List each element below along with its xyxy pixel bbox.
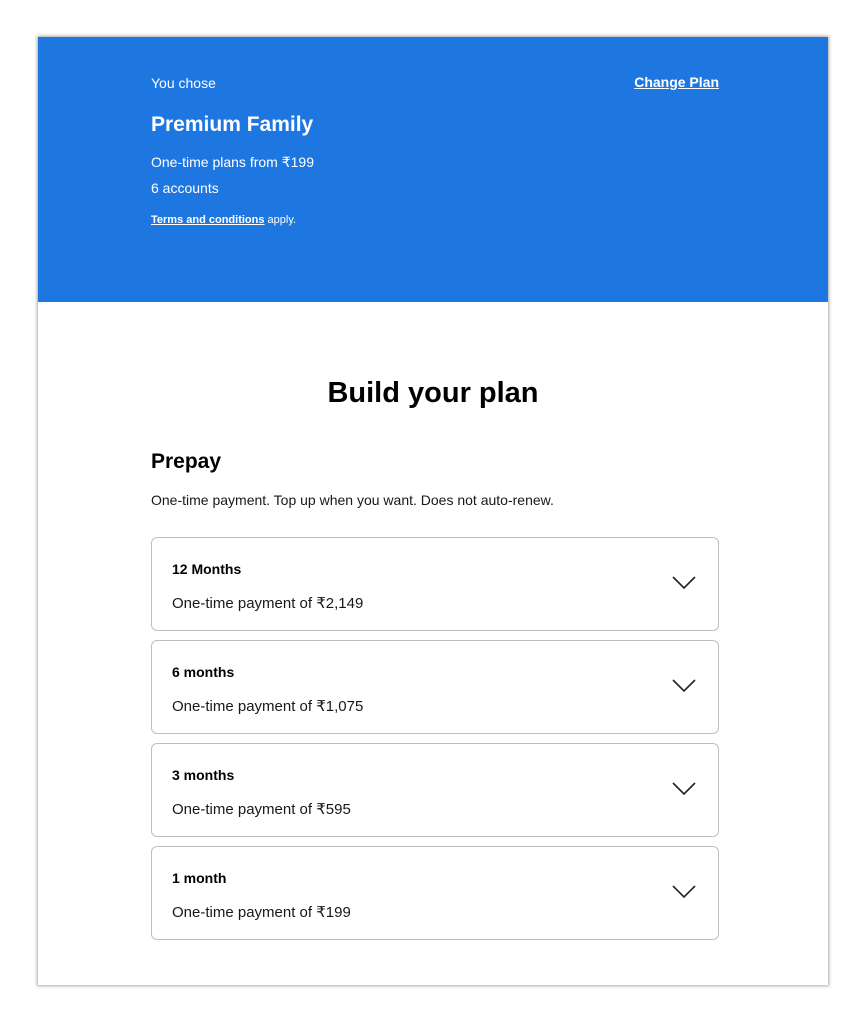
option-duration: 1 month [172,870,227,886]
change-plan-link[interactable]: Change Plan [634,74,719,90]
plan-accounts: 6 accounts [151,180,219,196]
chevron-down-icon[interactable] [672,679,696,693]
plan-option-1-month[interactable] [151,846,719,940]
plan-option-6-months[interactable] [151,640,719,734]
plan-option-12-months[interactable] [151,537,719,631]
option-duration: 3 months [172,767,235,783]
plan-page [38,37,828,985]
plan-options-list [151,537,719,949]
chevron-down-icon[interactable] [672,576,696,590]
option-duration: 12 Months [172,561,242,577]
option-payment: One-time payment of ₹595 [172,801,351,818]
chevron-down-icon[interactable] [672,782,696,796]
option-payment: One-time payment of ₹2,149 [172,595,364,612]
terms-link[interactable]: Terms and conditions [151,214,265,226]
you-chose-label: You chose [151,75,216,91]
terms-note [151,214,296,226]
option-duration: 6 months [172,664,235,680]
section-title-prepay: Prepay [151,450,222,473]
terms-suffix: apply. [264,214,297,226]
plan-price-line: One-time plans from ₹199 [151,154,314,170]
plan-option-3-months[interactable] [151,743,719,837]
plan-name: Premium Family [151,113,314,136]
option-payment: One-time payment of ₹199 [172,904,351,921]
chevron-down-icon[interactable] [672,885,696,899]
page-title: Build your plan [327,377,539,409]
section-description: One-time payment. Top up when you want. Does not auto-renew. [151,492,554,508]
option-payment: One-time payment of ₹1,075 [172,698,364,715]
plan-summary-header [38,37,828,302]
